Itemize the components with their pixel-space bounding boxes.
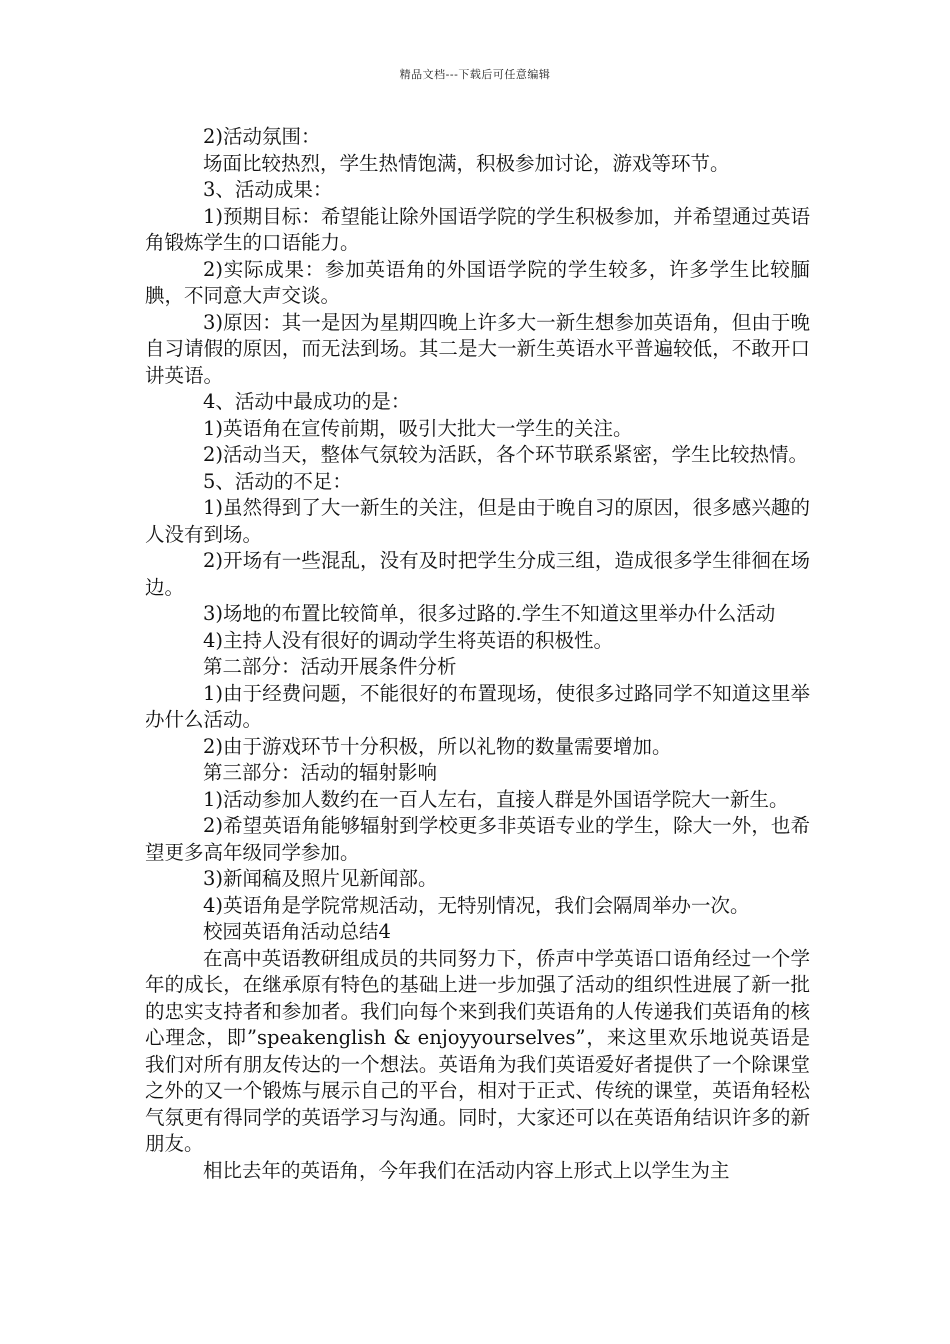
paragraph: 3)原因：其一是因为星期四晚上许多大一新生想参加英语角，但由于晚自习请假的原因，而无法到场。其二是大一新生英语水平普遍较低，不敢开口讲英语。 <box>145 310 810 387</box>
document-body <box>145 124 810 1184</box>
paragraph: 1)英语角在宣传前期，吸引大批大一学生的关注。 <box>203 416 633 440</box>
paragraph: 2)实际成果：参加英语角的外国语学院的学生较多，许多学生比较腼腆，不同意大声交谈。 <box>145 257 810 307</box>
page-header: 精品文档---下载后可任意编辑 <box>399 68 551 81</box>
paragraph: 2)由于游戏环节十分积极，所以礼物的数量需要增加。 <box>203 734 672 758</box>
section-heading: 第三部分：活动的辐射影响 <box>203 761 438 784</box>
paragraph: 相比去年的英语角，今年我们在活动内容上形式上以学生为主 <box>203 1158 730 1182</box>
paragraph: 3、活动成果： <box>203 178 333 201</box>
paragraph: 1)活动参加人数约在一百人左右，直接人群是外国语学院大一新生。 <box>203 787 789 811</box>
paragraph: 在高中英语教研组成员的共同努力下，侨声中学英语口语角经过一个学年的成长，在继承原有特色的基础上进一步加强了活动的组织性进展了新一批的忠实支持者和参加者。我们向每个来到我们英语角的人传递我们英语角的核心理念，即”speakenglish & enjoyyourselves”，来这里欢乐地说英语是我们对所有朋友传达的一个想法。英语角为我们英语爱好者提供了一个除课堂之外的又一个锻炼与展示自己的平台，相对于正式、传统的课堂，英语角轻松气氛更有得同学的英语学习与沟通。同时，大家还可以在英语角结识许多的新朋友。 <box>145 946 810 1155</box>
paragraph: 场面比较热烈，学生热情饱满，积极参加讨论，游戏等环节。 <box>203 151 730 175</box>
paragraph: 2)活动氛围： <box>203 125 321 148</box>
paragraph: 1)预期目标：希望能让除外国语学院的学生积极参加，并希望通过英语角锻炼学生的口语能力。 <box>145 204 810 254</box>
section-heading: 校园英语角活动总结4 <box>203 920 391 943</box>
paragraph: 5、活动的不足： <box>203 469 352 493</box>
paragraph: 1)虽然得到了大一新生的关注，但是由于晚自习的原因，很多感兴趣的人没有到场。 <box>145 496 810 546</box>
paragraph: 4)英语角是学院常规活动，无特别情况，我们会隔周举办一次。 <box>203 893 750 917</box>
paragraph: 3)场地的布置比较简单，很多过路的.学生不知道这里举办什么活动 <box>203 602 776 625</box>
paragraph: 1)由于经费问题，不能很好的布置现场，使很多过路同学不知道这里举办什么活动。 <box>145 681 810 731</box>
paragraph: 4、活动中最成功的是： <box>203 390 411 413</box>
paragraph: 2)开场有一些混乱，没有及时把学生分成三组，造成很多学生徘徊在场边。 <box>145 549 810 599</box>
paragraph: 2)活动当天，整体气氛较为活跃，各个环节联系紧密，学生比较热情。 <box>203 443 809 466</box>
section-heading: 第二部分：活动开展条件分析 <box>203 655 457 678</box>
paragraph: 3)新闻稿及照片见新闻部。 <box>203 867 438 890</box>
paragraph: 2)希望英语角能够辐射到学校更多非英语专业的学生，除大一外，也希望更多高年级同学参加。 <box>145 814 810 864</box>
paragraph: 4)主持人没有很好的调动学生将英语的积极性。 <box>203 628 614 652</box>
